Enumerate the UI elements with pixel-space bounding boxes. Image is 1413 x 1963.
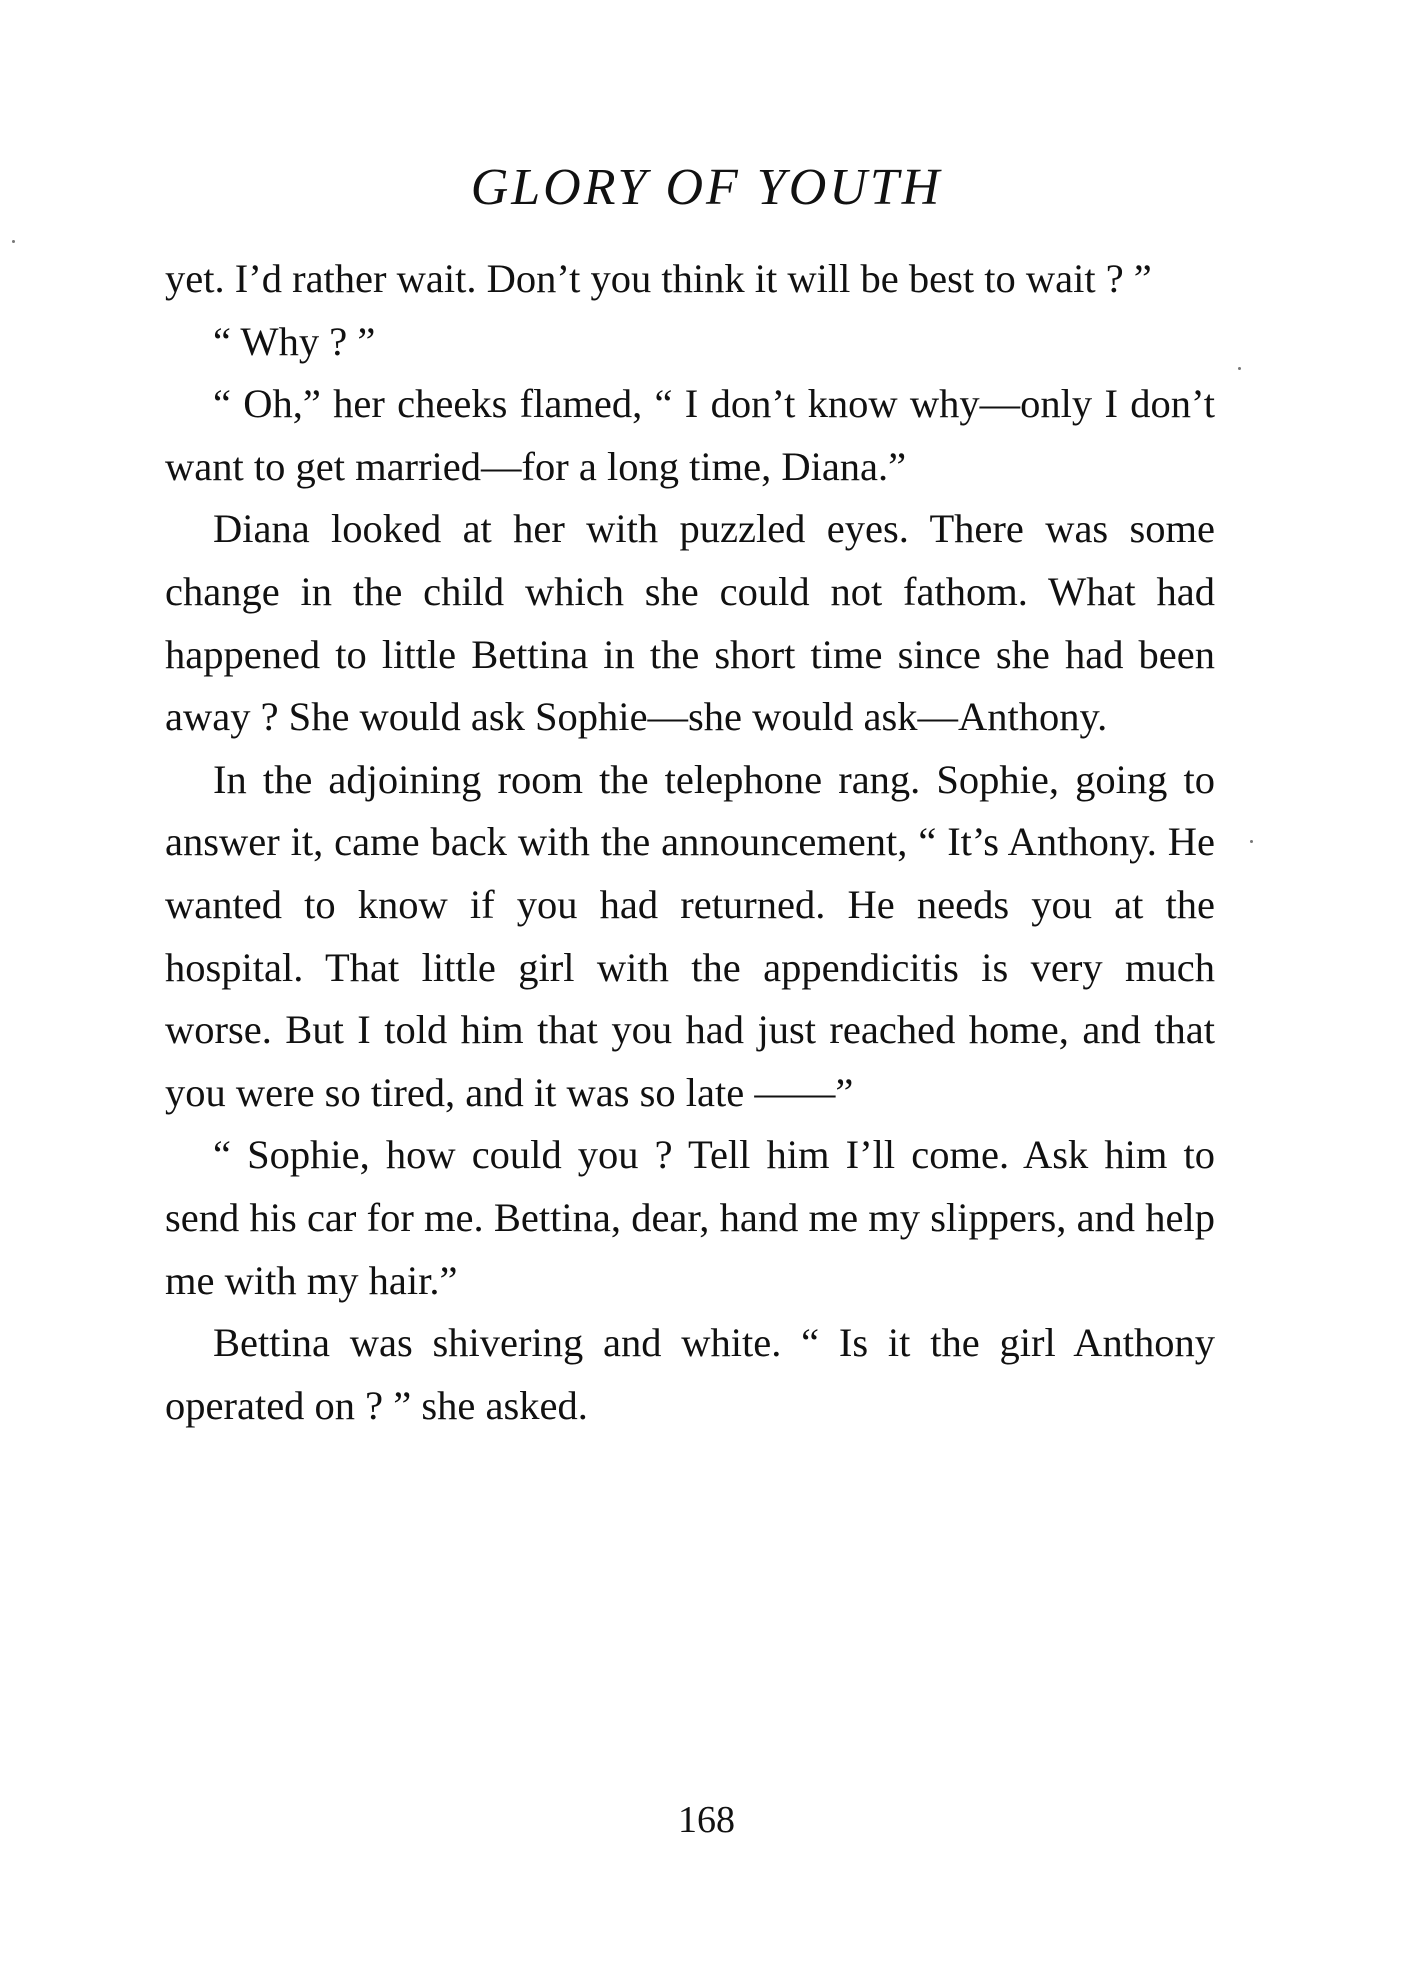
paragraph: Bettina was shivering and white. “ Is it the girl Anthony operated on ? ” she asked. [165, 1320, 1215, 1428]
page-number: 168 [678, 1799, 735, 1841]
paragraph: “ Sophie, how could you ? Tell him I’ll come. Ask him to send his car for me. Bettina, dear, hand me my slippers, and help me with my hair.” [165, 1132, 1215, 1303]
paragraph: Diana looked at her with puzzled eyes. There was some change in the child which she could not fathom. What had happened to little Bettina in the short time since she had been away ? She would ask Sophie—she would ask—Anthony. [165, 506, 1215, 740]
body-text [165, 248, 1215, 1437]
paragraph: In the adjoining room the telephone rang. Sophie, going to answer it, came back with the announcement, “ It’s Anthony. He wanted to know if you had returned. He needs you at the hospital. That little girl with the appendicitis is very much worse. But I told him that you had just reached home, and that you were so tired, and it was so late ——” [165, 756, 1215, 1115]
print-speck [12, 240, 15, 243]
print-speck [1250, 840, 1253, 843]
running-head: GLORY OF YOUTH [470, 159, 943, 216]
paragraph: “ Oh,” her cheeks flamed, “ I don’t know why—only I don’t want to get married—for a long time, Diana.” [165, 381, 1215, 489]
paragraph-continued: yet. I’d rather wait. Don’t you think it will be best to wait ? ” [165, 256, 1152, 301]
paragraph: “ Why ? ” [213, 318, 376, 364]
print-speck [1238, 367, 1241, 370]
